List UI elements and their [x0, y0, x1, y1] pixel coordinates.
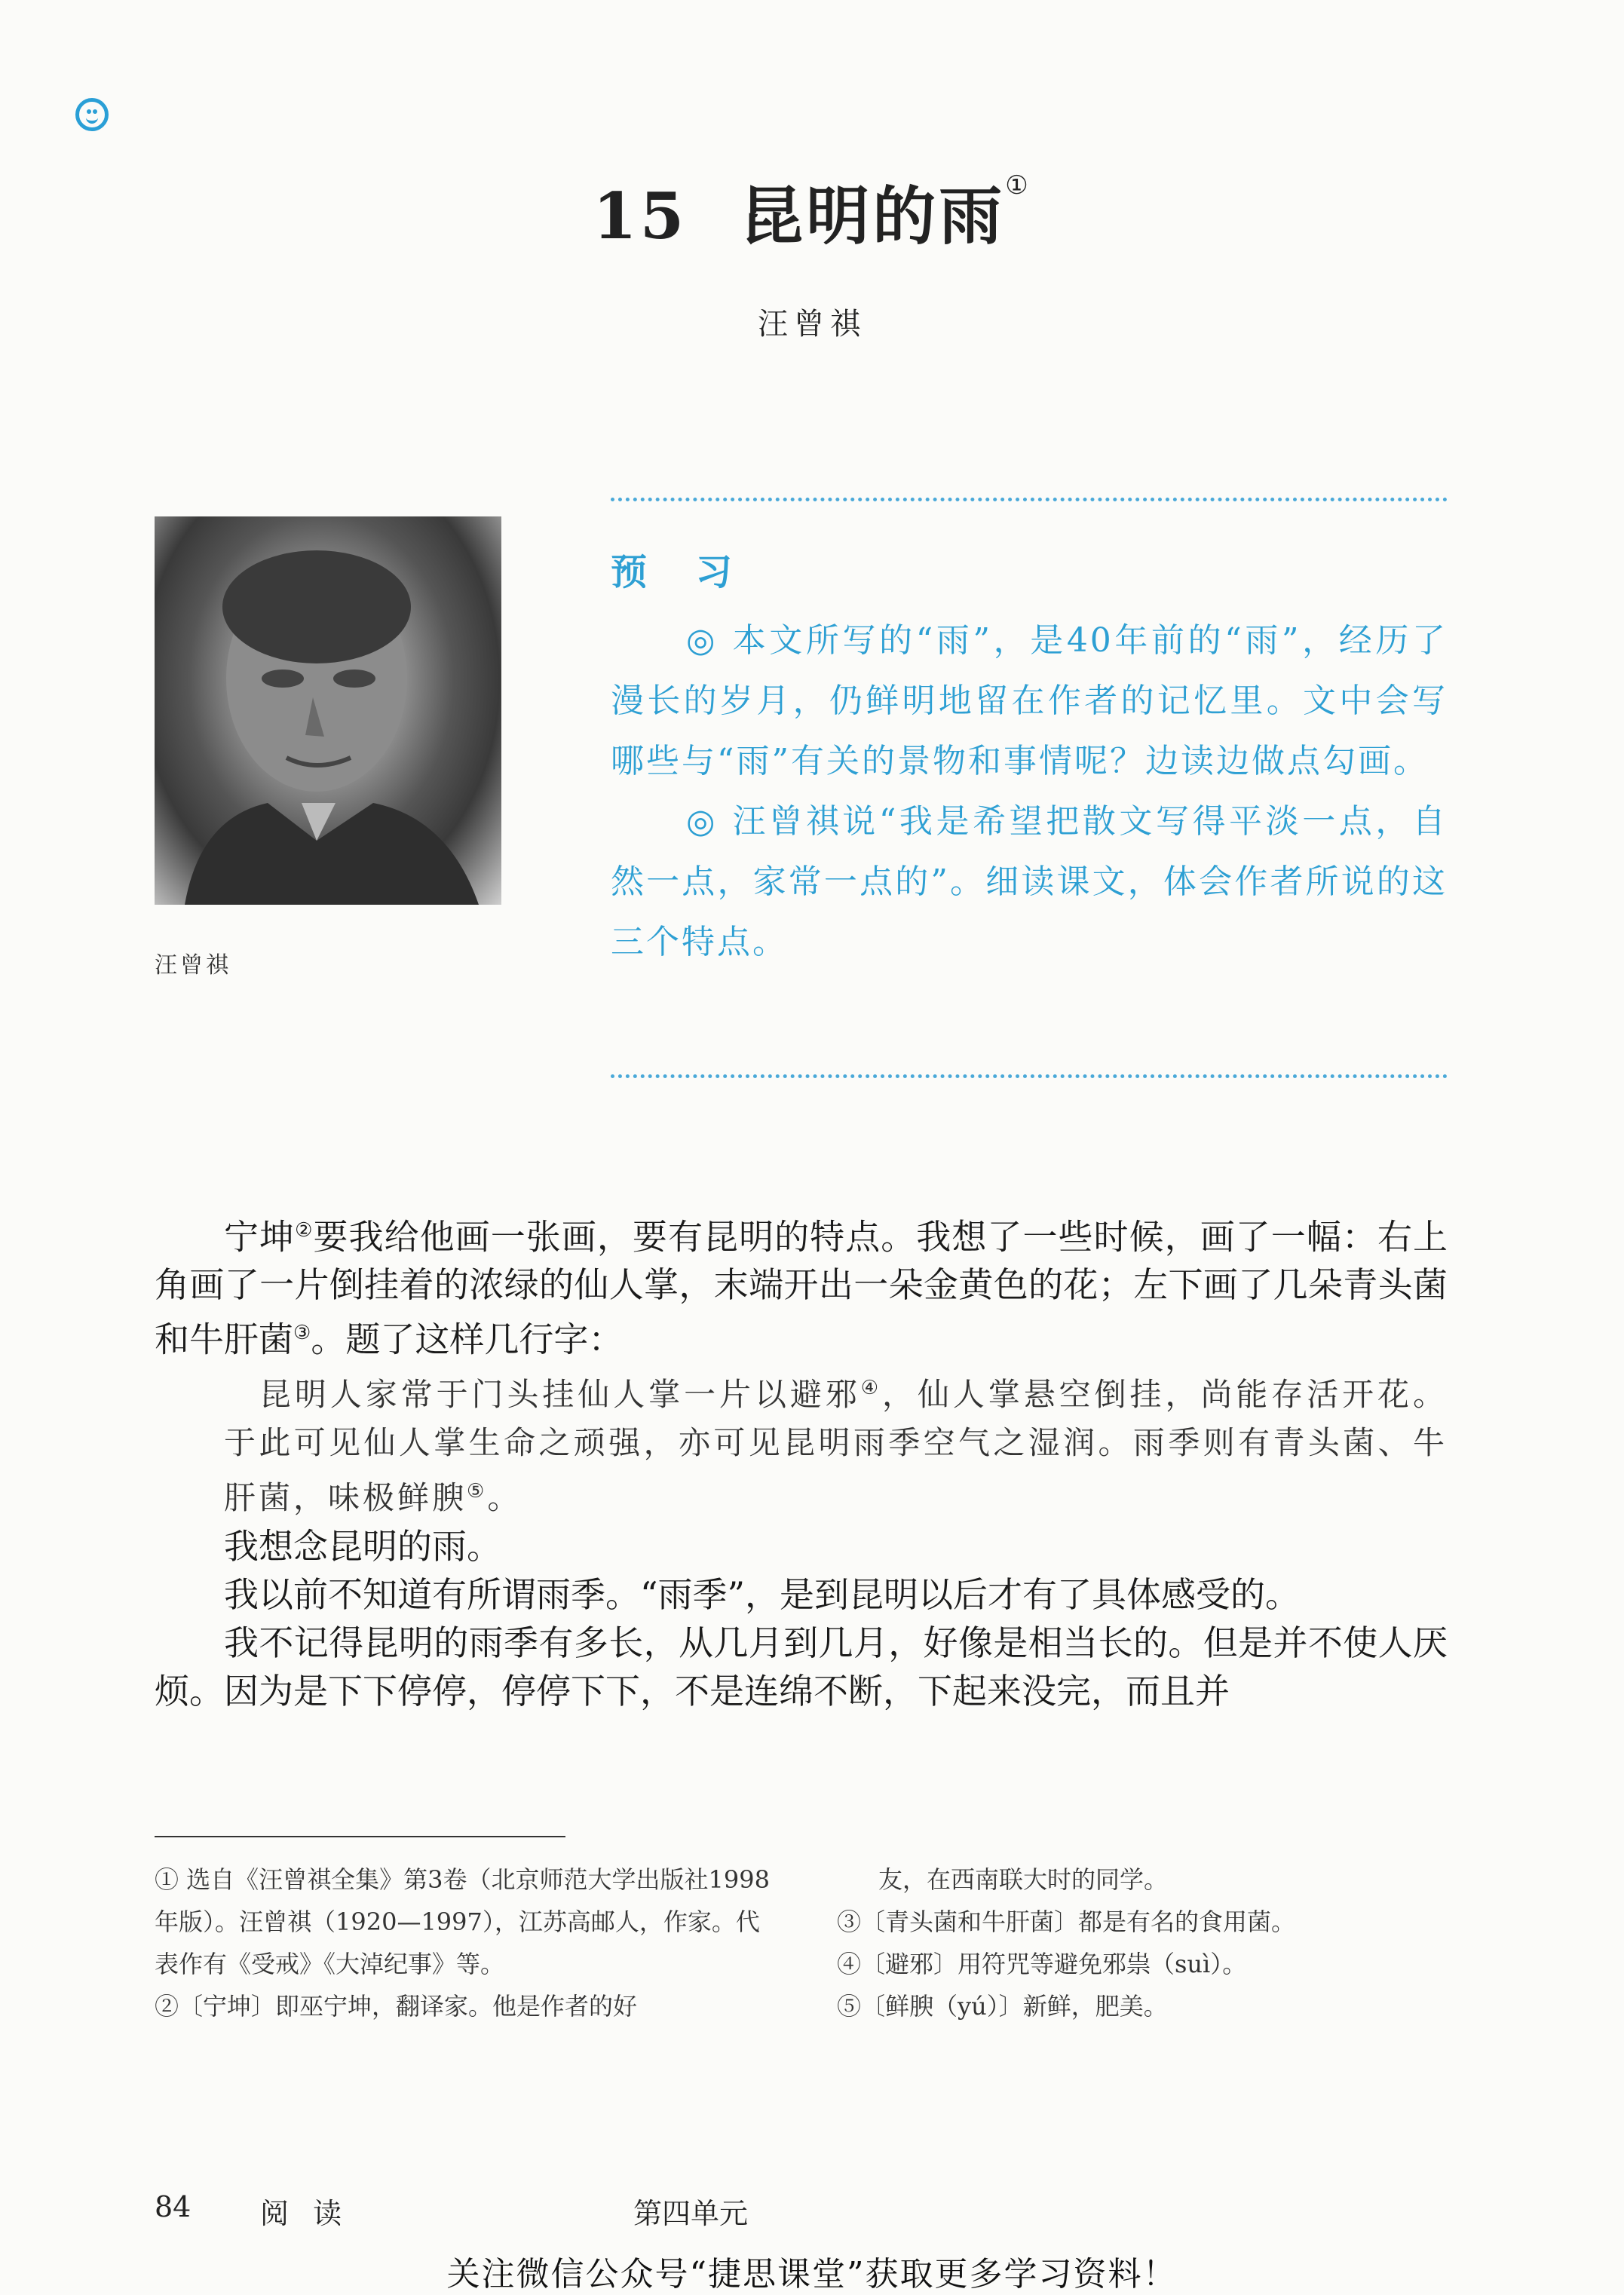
author-name: 汪曾祺 — [758, 307, 866, 342]
title-text: 昆明的雨 — [740, 179, 1006, 253]
preview-box — [611, 611, 1448, 973]
unit-label: 第四单元 — [633, 2197, 749, 2230]
footnotes-right — [837, 1858, 1448, 2027]
paragraph: 我不记得昆明的雨季有多长，从几月到几月，好像是相当长的。但是并不使人厌烦。因为是下下停停，停停下下，不是连绵不断，下起来没完，而且并 — [155, 1622, 1448, 1711]
photo-caption: 汪曾祺 — [155, 952, 231, 979]
block-quote: 昆明人家常于门头挂仙人掌一片以避邪④，仙人掌悬空倒挂，尚能存活开花。于此可见仙人掌生命之顽强，亦可见昆明雨季空气之湿润。雨季则有青头菌、牛肝菌，味极鲜腴⑤。 — [224, 1375, 1448, 1516]
footnote-marker: ⑤ — [467, 1479, 488, 1503]
paragraph: 宁坤②要我给他画一张画，要有昆明的特点。我想了一些时候，画了一幅：右上角画了一片倒挂着的浓绿的仙人掌，末端开出一朵金黄色的花；左下画了几朵青头菌和牛肝菌③。题了这样几行字： — [155, 1216, 1448, 1360]
footnote-marker: ④ — [860, 1376, 883, 1399]
section-label: 阅 读 — [260, 2197, 350, 2230]
footnote: ④〔避邪〕用符咒等避免邪祟（suì）。 — [837, 1950, 1247, 1978]
footnote-marker: ③ — [293, 1322, 311, 1345]
preview-bottom-divider — [611, 1074, 1448, 1078]
promo-text: 关注微信公众号“捷思课堂”获取更多学习资料！ — [446, 2255, 1178, 2293]
preview-item: ◎ 汪曾祺说“我是希望把散文写得平淡一点，自然一点，家常一点的”。细读课文，体会作者所说的这三个特点。 — [611, 802, 1448, 961]
footnote: 友，在西南联大时的同学。 — [878, 1865, 1169, 1894]
smiley-icon — [75, 98, 109, 131]
preview-item: ◎ 本文所写的“雨”，是40年前的“雨”，经历了漫长的岁月，仍鲜明地留在作者的记忆里。文中会写哪些与“雨”有关的景物和事情呢？边读边做点勾画。 — [611, 621, 1448, 780]
preview-top-divider — [611, 498, 1448, 501]
author-portrait — [155, 516, 501, 905]
footnote: ① 选自《汪曾祺全集》第3卷（北京师范大学出版社1998年版）。汪曾祺（1920—1997），江苏高邮人，作家。代表作有《受戒》《大淖纪事》等。 — [155, 1865, 770, 1978]
page-number: 84 — [155, 2190, 192, 2223]
paragraph: 我以前不知道有所谓雨季。“雨季”，是到昆明以后才有了具体感受的。 — [224, 1573, 1301, 1615]
footnotes-left — [155, 1858, 773, 2027]
preview-heading: 预 习 — [611, 551, 750, 593]
article-body — [155, 1206, 1448, 1715]
lesson-number: 15 — [593, 179, 688, 253]
lesson-title — [0, 166, 1624, 257]
paragraph: 我想念昆明的雨。 — [224, 1525, 501, 1567]
footnote: ②〔宁坤〕即巫宁坤，翻译家。他是作者的好 — [155, 1992, 638, 2021]
footnote: ③〔青头菌和牛肝菌〕都是有名的食用菌。 — [837, 1907, 1296, 1936]
footnote-marker: ② — [295, 1219, 314, 1242]
footnote-rule — [155, 1836, 565, 1837]
footnote: ⑤〔鲜腴（yú）〕新鲜，肥美。 — [837, 1992, 1168, 2021]
title-footnote-marker: ① — [1005, 170, 1031, 201]
